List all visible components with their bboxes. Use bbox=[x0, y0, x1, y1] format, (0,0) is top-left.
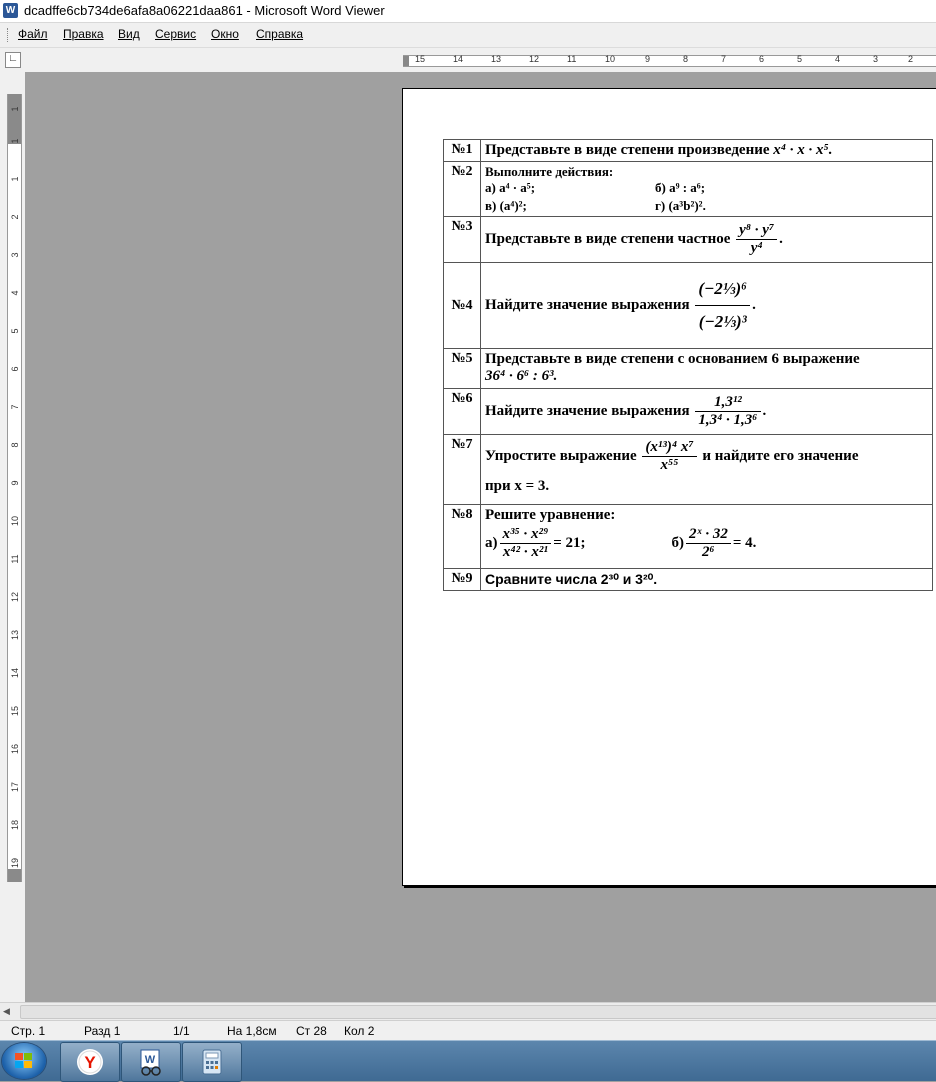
word-viewer-icon bbox=[137, 1048, 165, 1076]
table-row bbox=[444, 349, 933, 389]
menu-tools[interactable]: Сервис bbox=[155, 27, 197, 41]
yandex-browser-icon bbox=[76, 1048, 104, 1076]
fraction-numerator: x³⁵ · x²⁹ bbox=[500, 526, 552, 544]
ruler-number: 2 bbox=[908, 54, 914, 64]
fraction-denominator: y⁴ bbox=[750, 240, 763, 256]
task-number: №6 bbox=[444, 389, 481, 435]
fraction-numerator: 1,3¹² bbox=[695, 394, 760, 412]
scrollbar-thumb[interactable] bbox=[20, 1005, 936, 1019]
fraction bbox=[695, 273, 750, 338]
ruler-number: 1 bbox=[10, 138, 20, 144]
fraction-denominator: 1,3⁴ · 1,3⁶ bbox=[698, 412, 758, 428]
task-number: №4 bbox=[444, 263, 481, 349]
task-tail: . bbox=[752, 296, 756, 313]
task-cell bbox=[481, 505, 933, 569]
menu-file[interactable]: Файл bbox=[18, 27, 48, 41]
fraction-numerator: (x¹³)⁴ x⁷ bbox=[642, 439, 696, 457]
menu-view[interactable]: Вид bbox=[118, 27, 140, 41]
ruler-number: 8 bbox=[10, 442, 20, 448]
tasks-table bbox=[443, 139, 933, 591]
task-number: №3 bbox=[444, 217, 481, 263]
status-line: Ст 28 bbox=[296, 1024, 327, 1038]
task-cell bbox=[481, 263, 933, 349]
ruler-number: 16 bbox=[10, 744, 20, 755]
ruler-number: 6 bbox=[10, 366, 20, 372]
fraction bbox=[686, 526, 731, 561]
table-row bbox=[444, 162, 933, 217]
horizontal-scrollbar[interactable] bbox=[0, 1002, 936, 1020]
ruler-number: 15 bbox=[415, 54, 426, 64]
task-item: в) (a⁴)²; bbox=[485, 198, 527, 213]
task-tail: . bbox=[762, 402, 767, 419]
table-row bbox=[444, 435, 933, 505]
task-number: №9 bbox=[444, 569, 481, 591]
task-item: б) a⁹ : a⁶; bbox=[655, 180, 706, 195]
task-items bbox=[485, 180, 928, 214]
ruler-number: 18 bbox=[10, 820, 20, 831]
task-cell bbox=[481, 349, 933, 389]
task-number: №2 bbox=[444, 162, 481, 217]
fraction-denominator: 2⁶ bbox=[702, 544, 715, 560]
table-row bbox=[444, 217, 933, 263]
ruler-number: 19 bbox=[10, 858, 20, 869]
scroll-left-icon[interactable]: ◀ bbox=[3, 1006, 10, 1016]
ruler-number: 13 bbox=[10, 630, 20, 641]
fraction-numerator: (−2⅓)⁶ bbox=[695, 273, 750, 306]
ruler-number: 11 bbox=[10, 554, 20, 564]
task-text: Представьте в виде степени с основанием 6 выражение bbox=[485, 351, 860, 367]
task-text: Представьте в виде степени произведение bbox=[485, 142, 770, 158]
ruler-number: 15 bbox=[10, 706, 20, 717]
windows-flag-icon bbox=[15, 1053, 33, 1069]
ruler-number: 4 bbox=[10, 290, 20, 296]
fraction-numerator: y⁸ · y⁷ bbox=[736, 222, 777, 240]
ruler-number: 1 bbox=[10, 106, 20, 112]
fraction bbox=[642, 439, 696, 474]
taskbar-calculator-button[interactable] bbox=[182, 1042, 242, 1082]
ruler-number: 1 bbox=[10, 176, 20, 182]
task-number: №1 bbox=[444, 140, 481, 162]
table-row bbox=[444, 140, 933, 162]
task-number: №8 bbox=[444, 505, 481, 569]
task-tail: и найдите его значение bbox=[702, 447, 859, 464]
ruler-row bbox=[0, 48, 936, 72]
ruler-number: 12 bbox=[10, 592, 20, 603]
taskbar-word-viewer-button[interactable] bbox=[121, 1042, 181, 1082]
task-number: №5 bbox=[444, 349, 481, 389]
table-row bbox=[444, 505, 933, 569]
fraction bbox=[695, 394, 760, 429]
fraction bbox=[500, 526, 552, 561]
task-text: Упростите выражение bbox=[485, 447, 637, 464]
menu-edit[interactable]: Правка bbox=[63, 27, 104, 41]
ruler-margin-marker[interactable] bbox=[403, 56, 409, 66]
status-position: На 1,8см bbox=[227, 1024, 277, 1038]
ruler-number: 11 bbox=[567, 54, 577, 64]
table-row bbox=[444, 569, 933, 591]
horizontal-ruler[interactable] bbox=[403, 55, 936, 67]
task-cell bbox=[481, 162, 933, 217]
task-text: Найдите значение выражения bbox=[485, 296, 690, 313]
task-text: Найдите значение выражения bbox=[485, 402, 690, 419]
task-label: б) bbox=[671, 535, 684, 551]
fraction-denominator: (−2⅓)³ bbox=[698, 312, 747, 331]
status-column: Кол 2 bbox=[344, 1024, 375, 1038]
menu-help[interactable]: Справка bbox=[256, 27, 304, 41]
windows-start-icon[interactable] bbox=[2, 1043, 46, 1079]
task-label: а) bbox=[485, 535, 498, 551]
menu-grip bbox=[7, 28, 10, 42]
task-number: №7 bbox=[444, 435, 481, 505]
task-cell bbox=[481, 140, 933, 162]
task-tail: . bbox=[779, 230, 783, 247]
tab-selector-button[interactable]: ∟ bbox=[5, 52, 21, 68]
vertical-ruler[interactable] bbox=[7, 94, 22, 882]
task-cell bbox=[481, 389, 933, 435]
task-item: г) (a³b²)². bbox=[655, 198, 706, 213]
ruler-number: 9 bbox=[645, 54, 651, 64]
task-text: Сравните числа 2³⁰ и 3²⁰. bbox=[485, 571, 658, 587]
vertical-ruler-area bbox=[0, 72, 25, 1002]
ruler-number: 5 bbox=[10, 328, 20, 334]
ruler-number: 3 bbox=[10, 252, 20, 258]
ruler-number: 7 bbox=[10, 404, 20, 410]
task-text: Решите уравнение: bbox=[485, 507, 616, 523]
task-expression: 36⁴ · 6⁶ : 6³. bbox=[485, 368, 558, 384]
ruler-number: 12 bbox=[529, 54, 540, 64]
fraction-denominator: x⁴² · x²¹ bbox=[502, 544, 548, 560]
ruler-number: 10 bbox=[10, 516, 20, 527]
ruler-number: 9 bbox=[10, 480, 20, 486]
status-pages: 1/1 bbox=[173, 1024, 190, 1038]
task-cell bbox=[481, 435, 933, 505]
task-line2: при x = 3. bbox=[485, 478, 550, 494]
window-title: dcadffe6cb734de6afa8a06221daa861 - Microsoft Word Viewer bbox=[24, 3, 385, 18]
task-tail: = 4. bbox=[732, 535, 757, 551]
document-page[interactable] bbox=[402, 88, 936, 886]
ruler-number: 13 bbox=[491, 54, 502, 64]
menu-bar bbox=[0, 23, 936, 48]
fraction-numerator: 2ˣ · 32 bbox=[686, 526, 731, 544]
taskbar bbox=[0, 1040, 936, 1081]
ruler-number: 10 bbox=[605, 54, 616, 64]
ruler-number: 4 bbox=[835, 54, 841, 64]
table-row bbox=[444, 263, 933, 349]
task-text: Выполните действия: bbox=[485, 164, 614, 179]
status-section: Разд 1 bbox=[84, 1024, 121, 1038]
svg-text:W: W bbox=[144, 1054, 156, 1066]
table-row bbox=[444, 389, 933, 435]
task-expression: x⁴ · x · x⁵. bbox=[773, 142, 833, 158]
task-tail: = 21; bbox=[553, 535, 586, 551]
status-page: Стр. 1 bbox=[11, 1024, 46, 1038]
fraction bbox=[736, 222, 777, 257]
title-bar bbox=[0, 0, 936, 23]
ruler-number: 14 bbox=[10, 668, 20, 679]
word-viewer-app-icon[interactable]: W bbox=[3, 3, 18, 18]
taskbar-yandex-button[interactable] bbox=[60, 1042, 120, 1082]
calculator-icon bbox=[198, 1048, 226, 1076]
svg-text:Y: Y bbox=[84, 1053, 96, 1072]
ruler-number: 8 bbox=[683, 54, 689, 64]
ruler-number: 3 bbox=[873, 54, 879, 64]
ruler-number: 2 bbox=[10, 214, 20, 220]
menu-window[interactable]: Окно bbox=[211, 27, 239, 41]
task-cell bbox=[481, 217, 933, 263]
ruler-number: 6 bbox=[759, 54, 765, 64]
status-bar bbox=[0, 1020, 936, 1041]
fraction-denominator: x⁵⁵ bbox=[660, 457, 679, 473]
ruler-bottom-margin bbox=[8, 869, 21, 882]
ruler-number: 5 bbox=[797, 54, 803, 64]
ruler-number: 7 bbox=[721, 54, 727, 64]
ruler-number: 14 bbox=[453, 54, 464, 64]
task-item: а) a⁴ · a⁵; bbox=[485, 180, 536, 195]
ruler-number: 17 bbox=[10, 782, 20, 793]
task-text: Представьте в виде степени частное bbox=[485, 230, 731, 247]
task-cell bbox=[481, 569, 933, 591]
